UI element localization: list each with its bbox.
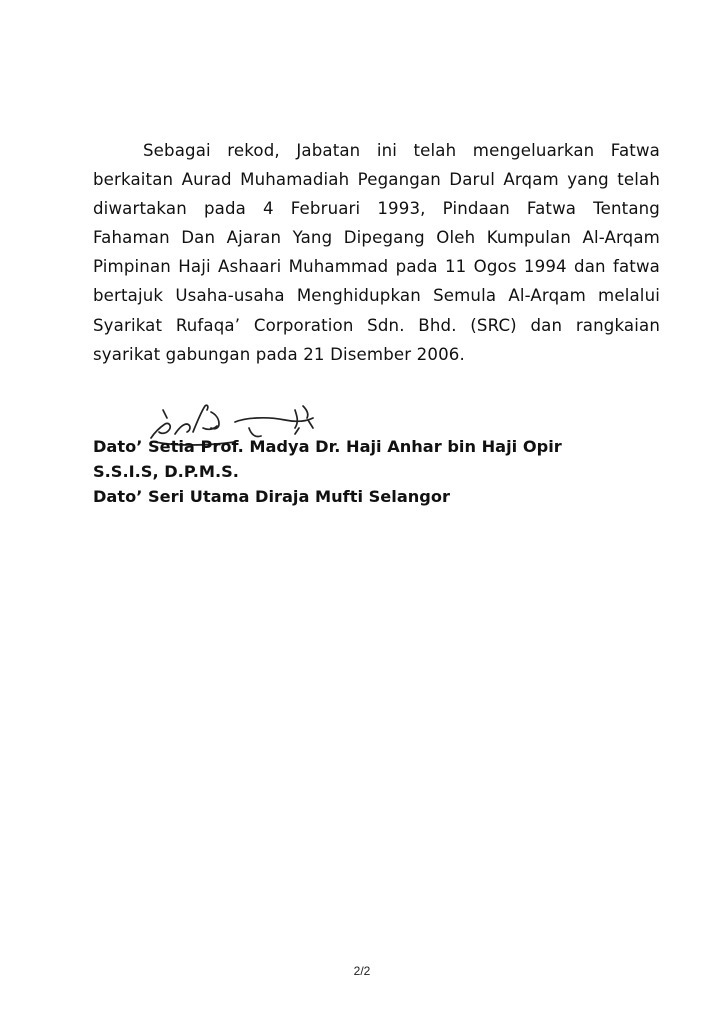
page-number: 2/2 <box>353 964 371 978</box>
body-paragraph: Sebagai rekod, Jabatan ini telah mengeluarkan Fatwa berkaitan Aurad Muhamadiah Pegangan Darul Arqam yang telah diwartakan pada 4 Februari 1993, Pindaan Fatwa Tentang Fahaman Dan Ajaran Yang Dipegang Oleh Kumpulan Al-Arqam Pimpinan Haji Ashaari Muhammad pada 11 Ogos 1994 dan fatwa bertajuk Usaha-usaha Menghidupkan Semula Al-Arqam melalui Syarikat Rufaqa’ Corporation Sdn. Bhd. (SRC) dan rangkaian syarikat gabungan pada 21 Disember 2006. <box>93 141 660 364</box>
signatory-name: Dato’ Setia Prof. Madya Dr. Haji Anhar bin Haji Opir <box>93 437 562 456</box>
signatory-position: Dato’ Seri Utama Diraja Mufti Selangor <box>93 487 450 506</box>
signatory-honours: S.S.I.S, D.P.M.S. <box>93 462 239 481</box>
signature-block <box>93 434 693 509</box>
